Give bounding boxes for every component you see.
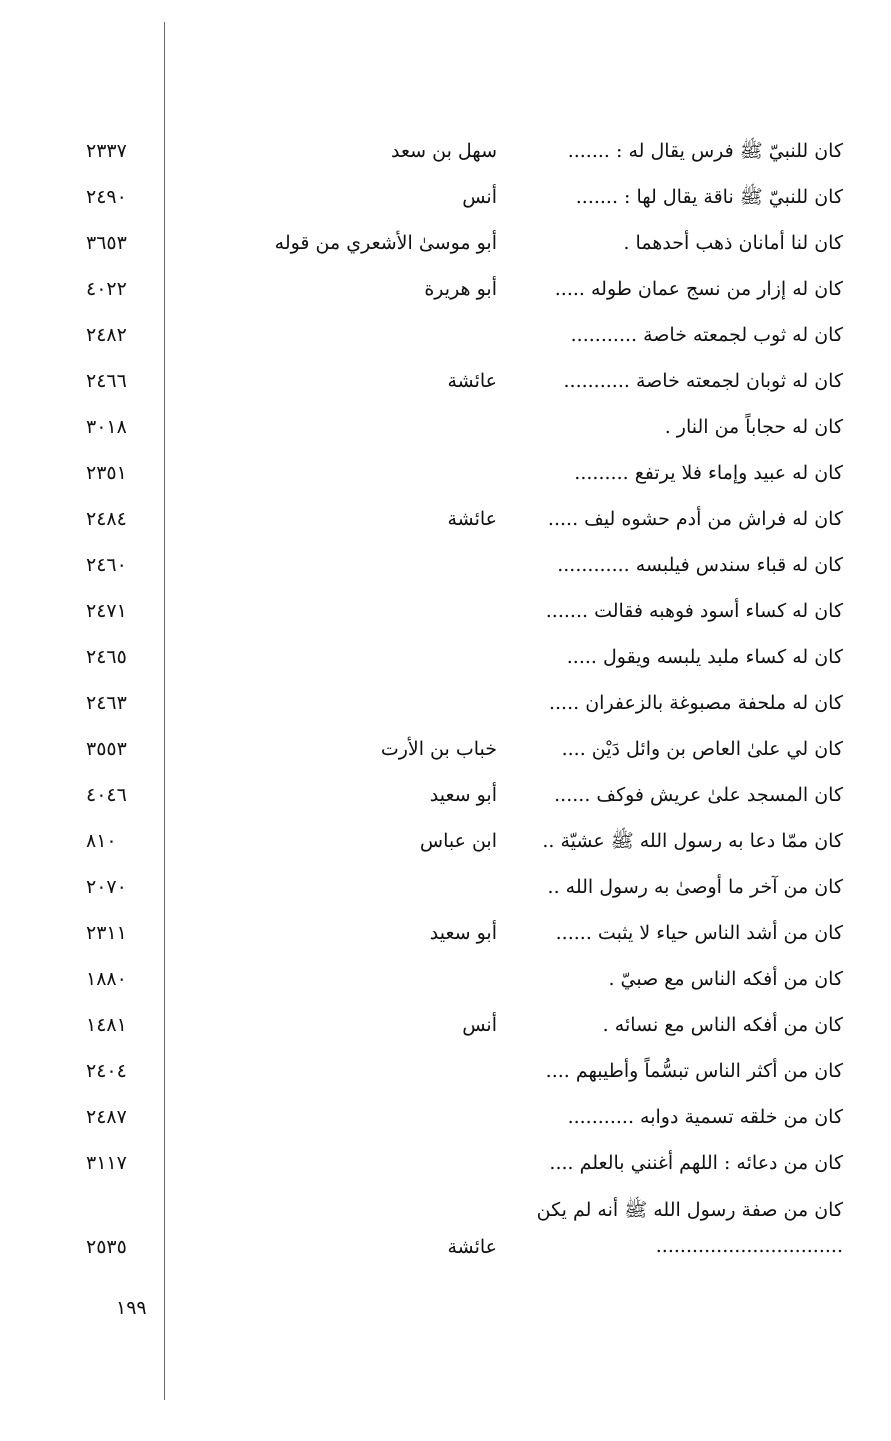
index-row bbox=[0, 772, 891, 818]
hadith-text: كان لنا أمانان ذهب أحدهما . bbox=[623, 232, 843, 254]
narrator: سهل بن سعد bbox=[391, 140, 497, 162]
index-row bbox=[0, 1048, 891, 1094]
hadith-number: ٢٤٦٦ bbox=[86, 370, 127, 392]
hadith-text: كان له كساء ملبد يلبسه ويقول ..... bbox=[566, 646, 843, 668]
hadith-text: كان له ثوب لجمعته خاصة ........... bbox=[570, 324, 843, 346]
index-row bbox=[0, 404, 891, 450]
index-row bbox=[0, 588, 891, 634]
index-row bbox=[0, 220, 891, 266]
hadith-text: كان لي علىٰ العاص بن وائل دَيْن .... bbox=[561, 738, 843, 760]
narrator: عائشة bbox=[447, 1236, 497, 1258]
hadith-number: ٣٦٥٣ bbox=[86, 232, 127, 254]
hadith-number: ٣٥٥٣ bbox=[86, 738, 127, 760]
index-row bbox=[0, 1002, 891, 1048]
index-table bbox=[0, 128, 891, 1274]
narrator: عائشة bbox=[447, 508, 497, 530]
hadith-text: كان له ثوبان لجمعته خاصة ........... bbox=[563, 370, 843, 392]
hadith-text: كان من دعائه : اللهم أغنني بالعلم .... bbox=[549, 1152, 843, 1174]
index-row bbox=[0, 450, 891, 496]
index-row bbox=[0, 910, 891, 956]
hadith-number: ١٤٨١ bbox=[86, 1014, 127, 1036]
narrator: أنس bbox=[462, 1014, 497, 1036]
hadith-number: ٢٤٨٤ bbox=[86, 508, 127, 530]
hadith-number: ٤٠٢٢ bbox=[86, 278, 127, 300]
hadith-number: ٣١١٧ bbox=[86, 1152, 127, 1174]
narrator: أبو هريرة bbox=[424, 278, 497, 300]
hadith-text: كان له حجاباً من النار . bbox=[664, 416, 843, 438]
narrator: أبو سعيد bbox=[429, 922, 497, 944]
hadith-text: كان له إزار من نسج عمان طوله ..... bbox=[554, 278, 843, 300]
page-number: ١٩٩ bbox=[116, 1297, 147, 1319]
hadith-text: كان من أفكه الناس مع صبيّ . bbox=[608, 968, 843, 990]
narrator: أبو سعيد bbox=[429, 784, 497, 806]
hadith-number: ٢٤٦٥ bbox=[86, 646, 127, 668]
hadith-number: ٢٤٦٣ bbox=[86, 692, 127, 714]
hadith-number: ٢٣٣٧ bbox=[86, 140, 127, 162]
hadith-text: كان له قباء سندس فيلبسه ............ bbox=[557, 554, 843, 576]
narrator: أنس bbox=[462, 186, 497, 208]
hadith-number: ٢٥٣٥ bbox=[86, 1236, 127, 1258]
hadith-text: كان من أشد الناس حياء لا يثبت ...... bbox=[555, 922, 843, 944]
hadith-text: كان للنبيّ ﷺ ناقة يقال لها : ....... bbox=[575, 186, 843, 208]
hadith-number: ٢٤٦٠ bbox=[86, 554, 127, 576]
hadith-text: كان له فراش من أدم حشوه ليف ..... bbox=[547, 508, 843, 530]
index-row bbox=[0, 496, 891, 542]
index-row bbox=[0, 128, 891, 174]
index-row bbox=[0, 1140, 891, 1186]
index-row bbox=[0, 1094, 891, 1140]
index-row bbox=[0, 312, 891, 358]
index-row bbox=[0, 956, 891, 1002]
hadith-number: ٢٤٧١ bbox=[86, 600, 127, 622]
index-row bbox=[0, 358, 891, 404]
hadith-number: ٢٣٥١ bbox=[86, 462, 127, 484]
hadith-text: كان له ملحفة مصبوغة بالزعفران ..... bbox=[548, 692, 843, 714]
hadith-text: كان من صفة رسول الله ﷺ أنه لم يكن ............................... bbox=[536, 1199, 843, 1257]
hadith-text: كان من آخر ما أوصىٰ به رسول الله .. bbox=[547, 876, 843, 898]
hadith-text: كان له عبيد وإماء فلا يرتفع ......... bbox=[574, 462, 843, 484]
narrator: أبو موسىٰ الأشعري من قوله bbox=[274, 232, 497, 254]
hadith-number: ٢٠٧٠ bbox=[86, 876, 127, 898]
hadith-text: كان له كساء أسود فوهبه فقالت ....... bbox=[545, 600, 843, 622]
hadith-number: ٢٤٨٢ bbox=[86, 324, 127, 346]
index-row bbox=[0, 864, 891, 910]
index-row bbox=[0, 1186, 891, 1274]
index-row bbox=[0, 726, 891, 772]
index-row bbox=[0, 634, 891, 680]
index-row bbox=[0, 818, 891, 864]
index-row bbox=[0, 680, 891, 726]
hadith-number: ٢٤٨٧ bbox=[86, 1106, 127, 1128]
narrator: ابن عباس bbox=[419, 830, 497, 852]
index-row bbox=[0, 542, 891, 588]
hadith-text: كان من أكثر الناس تبسُّماً وأطيبهم .... bbox=[545, 1060, 843, 1082]
hadith-number: ٤٠٤٦ bbox=[86, 784, 127, 806]
hadith-number: ٣٠١٨ bbox=[86, 416, 127, 438]
hadith-number: ٢٣١١ bbox=[86, 922, 127, 944]
hadith-number: ٢٤٠٤ bbox=[86, 1060, 127, 1082]
hadith-text: كان من خلقه تسمية دوابه ........... bbox=[567, 1106, 843, 1128]
hadith-number: ٨١٠ bbox=[86, 830, 117, 852]
hadith-text: كان ممّا دعا به رسول الله ﷺ عشيّة .. bbox=[542, 830, 843, 852]
narrator: خباب بن الأرت bbox=[380, 738, 497, 760]
hadith-text: كان المسجد علىٰ عريش فوكف ...... bbox=[554, 784, 843, 806]
hadith-number: ٢٤٩٠ bbox=[86, 186, 127, 208]
hadith-text: كان للنبيّ ﷺ فرس يقال له : ....... bbox=[567, 140, 843, 162]
index-row bbox=[0, 174, 891, 220]
index-row bbox=[0, 266, 891, 312]
hadith-text: كان من أفكه الناس مع نسائه . bbox=[602, 1014, 843, 1036]
narrator: عائشة bbox=[447, 370, 497, 392]
hadith-number: ١٨٨٠ bbox=[86, 968, 127, 990]
